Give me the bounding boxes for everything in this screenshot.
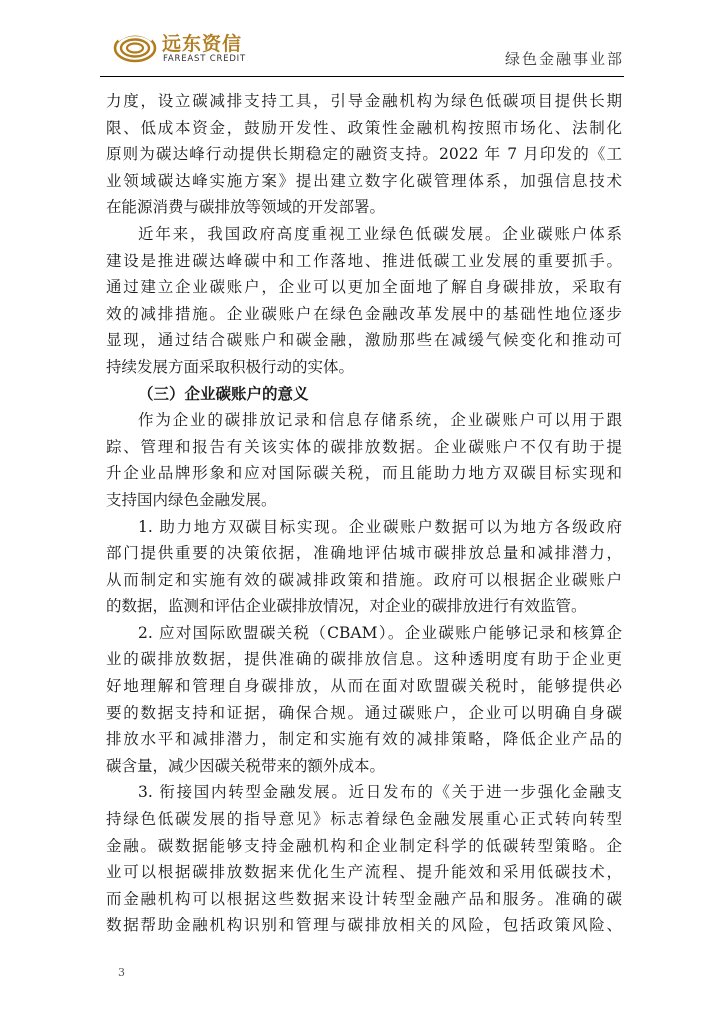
text-line: 1. 助力地方双碳目标实现。企业碳账户数据可以为地方各级政府 bbox=[138, 517, 622, 536]
text-line: 业可以根据碳排放数据来优化生产流程、提升能效和采用低碳技术， bbox=[106, 863, 622, 882]
section-heading: （三）企业碳账户的意义 bbox=[138, 384, 309, 403]
text-line: 要的数据支持和证据，确保合规。通过碳账户，企业可以明确自身碳 bbox=[106, 703, 622, 722]
text-line: 金融。碳数据能够支持金融机构和企业制定科学的低碳转型策略。企 bbox=[106, 836, 622, 855]
brand-name-en: FAREAST CREDIT bbox=[163, 54, 246, 64]
text-line: 限、低成本资金，鼓励开发性、政策性金融机构按照市场化、法制化 bbox=[106, 118, 622, 137]
text-line: 业领域碳达峰实施方案》提出建立数字化碳管理体系，加强信息技术 bbox=[106, 171, 622, 190]
text-line: 作为企业的碳排放记录和信息存储系统，企业碳账户可以用于跟 bbox=[138, 411, 622, 430]
text-line: 支持国内绿色金融发展。 bbox=[106, 490, 277, 509]
header-divider bbox=[100, 76, 624, 77]
text-line: 显现，通过结合碳账户和碳金融，激励那些在减缓气候变化和推动可 bbox=[106, 331, 622, 350]
text-line: 效的减排措施。企业碳账户在绿色金融改革发展中的基础性地位逐步 bbox=[106, 304, 622, 323]
text-line: 好地理解和管理自身碳排放，从而在面对欧盟碳关税时，能够提供必 bbox=[106, 677, 622, 696]
text-line: 的数据，监测和评估企业碳排放情况，对企业的碳排放进行有效监管。 bbox=[106, 597, 587, 616]
text-line: 在能源消费与碳排放等领域的开发部署。 bbox=[106, 198, 386, 217]
department-name: 绿色金融事业部 bbox=[504, 50, 624, 68]
text-line: 近年来，我国政府高度重视工业绿色低碳发展。企业碳账户体系 bbox=[138, 224, 622, 243]
text-line: 通过建立企业碳账户，企业可以更加全面地了解自身碳排放，采取有 bbox=[106, 278, 622, 297]
page-number: 3 bbox=[118, 966, 125, 979]
text-line: 部门提供重要的决策依据，准确地评估城市碳排放总量和减排潜力， bbox=[106, 544, 622, 563]
text-line: 排放水平和减排潜力，制定和实施有效的减排策略，降低企业产品的 bbox=[106, 730, 622, 749]
text-line: 建设是推进碳达峰碳中和工作落地、推进低碳工业发展的重要抓手。 bbox=[106, 251, 622, 270]
text-line: 持绿色低碳发展的指导意见》标志着绿色金融发展重心正式转向转型 bbox=[106, 810, 622, 829]
text-line: 踪、管理和报告有关该实体的碳排放数据。企业碳账户不仅有助于提 bbox=[106, 437, 622, 456]
text-line: 业的碳排放数据，提供准确的碳排放信息。这种透明度有助于企业更 bbox=[106, 650, 622, 669]
text-line: 数据帮助金融机构识别和管理与碳排放相关的风险，包括政策风险、 bbox=[106, 916, 622, 935]
text-line: 3. 衔接国内转型金融发展。近日发布的《关于进一步强化金融支 bbox=[138, 783, 622, 802]
document-body bbox=[106, 88, 622, 939]
text-line: 力度，设立碳减排支持工具，引导金融机构为绿色低碳项目提供长期 bbox=[106, 92, 622, 110]
text-line: 2. 应对国际欧盟碳关税（CBAM）。企业碳账户能够记录和核算企 bbox=[138, 623, 622, 642]
page-header bbox=[0, 0, 724, 80]
text-line: 碳含量，减少因碳关税带来的额外成本。 bbox=[106, 756, 386, 775]
text-line: 持续发展方面采取积极行动的实体。 bbox=[106, 357, 355, 376]
text-line: 升企业品牌形象和应对国际碳关税，而且能助力地方双碳目标实现和 bbox=[106, 464, 622, 483]
text-line: 而金融机构可以根据这些数据来设计转型金融产品和服务。准确的碳 bbox=[106, 889, 622, 908]
brand-name-cn: 远东资信 bbox=[162, 33, 243, 55]
text-line: 原则为碳达峰行动提供长期稳定的融资支持。2022 年 7 月印发的《工 bbox=[106, 145, 622, 164]
fareast-swirl-logo-icon bbox=[112, 26, 158, 66]
text-line: 从而制定和实施有效的碳减排政策和措施。政府可以根据企业碳账户 bbox=[106, 570, 622, 589]
